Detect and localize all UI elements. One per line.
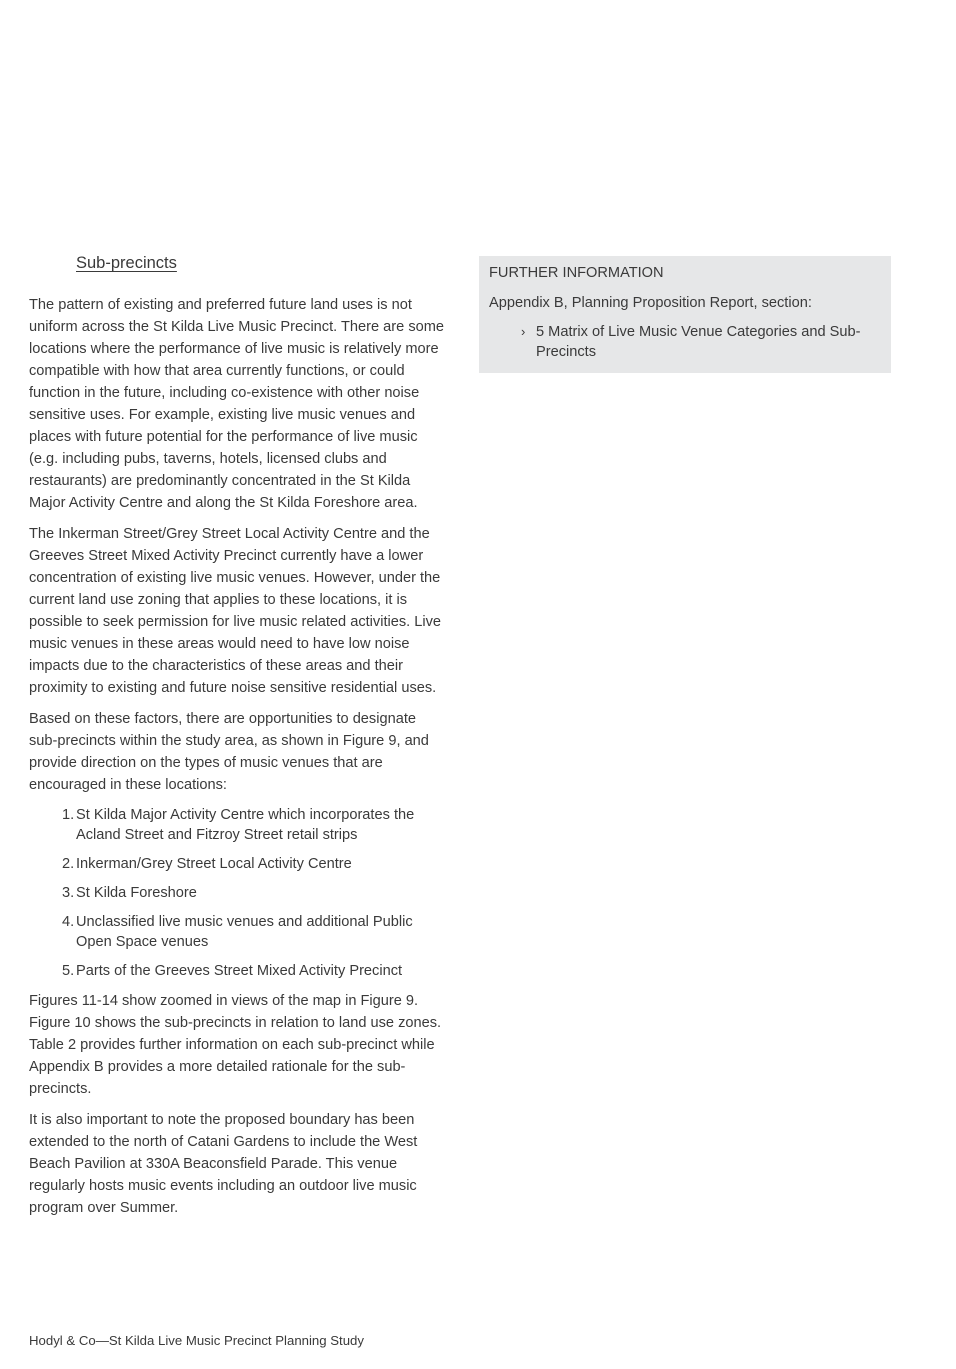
- chevron-right-icon: ›: [521, 324, 526, 339]
- page-footer: Hodyl & Co—St Kilda Live Music Precinct Planning Study: [29, 1333, 364, 1348]
- list-item-number: 5.: [62, 963, 75, 979]
- paragraph: Figures 11-14 show zoomed in views of the map in Figure 9. Figure 10 shows the sub-precincts in relation to land use zones. Table 2 provides further information on each sub-precinct while Appendix B provides a more detailed rationale for the sub-precincts.: [29, 993, 442, 1097]
- list-item-text: St Kilda Major Activity Centre which incorporates the Acland Street and Fitzroy Street retail strips: [76, 807, 415, 843]
- paragraph: The Inkerman Street/Grey Street Local Activity Centre and the Greeves Street Mixed Activity Precinct currently have a lower concentration of existing live music venues. However, under the current land use zoning that applies to these locations, it is possible to seek permission for live music related activities. Live music venues in these areas would need to have low noise impacts due to the characteristics of these areas and their proximity to existing and future noise sensitive residential uses.: [29, 526, 442, 696]
- further-information-text: Appendix B, Planning Proposition Report, section:: [489, 295, 812, 311]
- list-item-text: 5 Matrix of Live Music Venue Categories and Sub-Precincts: [536, 324, 861, 360]
- further-information-box: [479, 256, 891, 373]
- list-item-number: 1.: [62, 807, 75, 823]
- paragraph: The pattern of existing and preferred future land uses is not uniform across the St Kilda Live Music Precinct. There are some locations where the performance of live music is relatively more compatible with how that area currently functions, or could function in the future, including co-existence with other noise sensitive uses. For example, existing live music venues and places with future potential for the performance of live music (e.g. including pubs, taverns, hotels, licensed clubs and restaurants) are predominantly concentrated in the St Kilda Major Activity Centre and along the St Kilda Foreshore area.: [29, 297, 445, 511]
- list-item-text: Inkerman/Grey Street Local Activity Centre: [76, 856, 352, 872]
- list-item: [29, 961, 444, 981]
- further-information-list: [489, 322, 881, 362]
- list-item-text: Parts of the Greeves Street Mixed Activity Precinct: [76, 963, 403, 979]
- section-heading: Sub-precincts: [76, 254, 177, 272]
- list-item: [489, 322, 881, 362]
- main-column: [29, 252, 444, 1228]
- list-item-text: Unclassified live music venues and additional Public Open Space venues: [76, 914, 413, 950]
- list-item: [29, 883, 444, 903]
- sub-precinct-list: [29, 805, 444, 981]
- list-item-number: 4.: [62, 914, 75, 930]
- paragraph: Based on these factors, there are opportunities to designate sub-precincts within the study area, as shown in Figure 9, and provide direction on the types of music venues that are encouraged in these locations:: [29, 711, 429, 793]
- list-item: [29, 912, 444, 952]
- list-item-number: 2.: [62, 856, 75, 872]
- paragraph: It is also important to note the proposed boundary has been extended to the north of Catani Gardens to include the West Beach Pavilion at 330A Beaconsfield Parade. This venue regularly hosts music events including an outdoor live music program over Summer.: [29, 1112, 418, 1216]
- list-item-text: St Kilda Foreshore: [76, 885, 197, 901]
- list-item: [29, 805, 444, 845]
- further-information-title: FURTHER INFORMATION: [489, 265, 664, 281]
- list-item-number: 3.: [62, 885, 75, 901]
- list-item: [29, 854, 444, 874]
